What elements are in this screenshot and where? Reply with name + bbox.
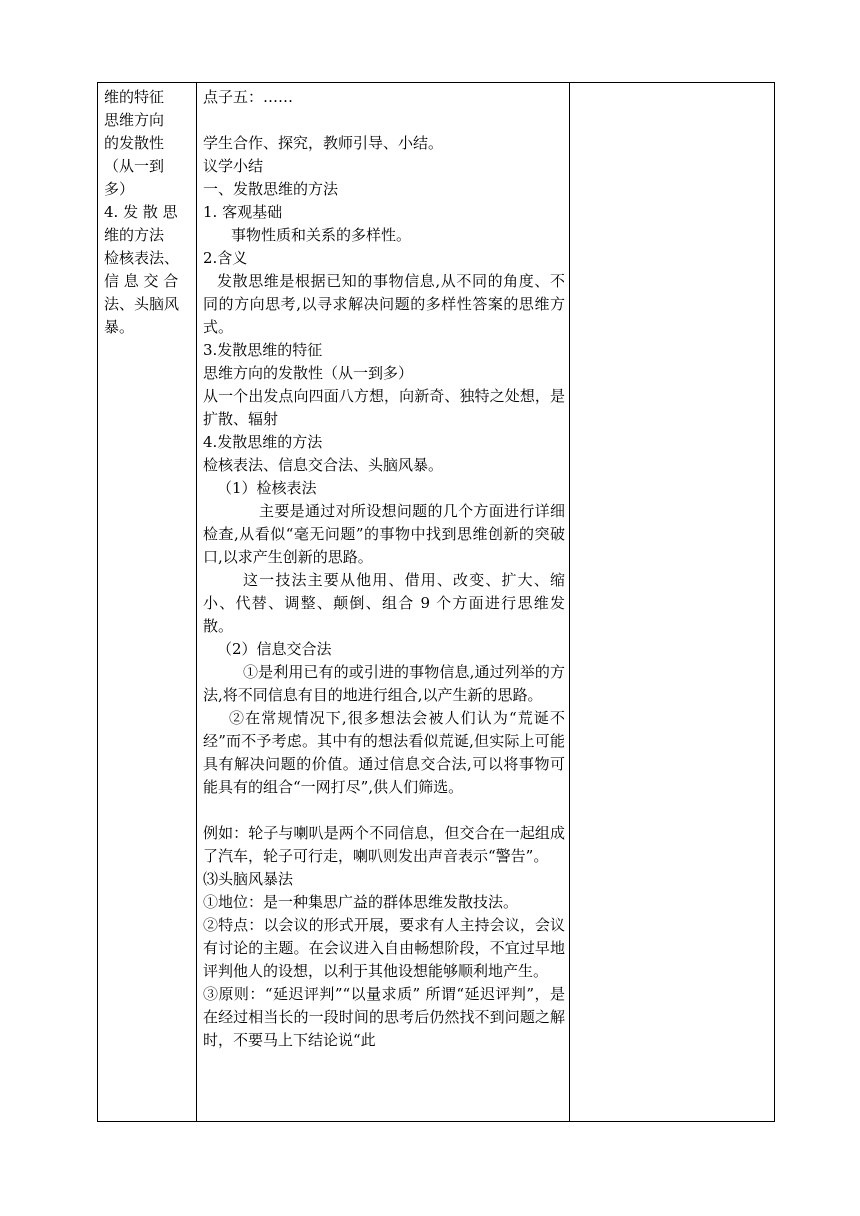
subheading: 1. 客观基础 [203, 203, 283, 221]
section-heading: 议学小结 [203, 157, 264, 175]
subheading: ⑶头脑风暴法 [203, 870, 294, 888]
subheading: 3.发散思维的特征 [203, 341, 323, 359]
lesson-plan-table [97, 82, 775, 1122]
topic-line: 暴。 [104, 318, 135, 336]
subheading: 4.发散思维的方法 [203, 433, 323, 451]
section-heading: 一、发散思维的方法 [203, 180, 339, 198]
content-column [197, 83, 570, 1122]
topic-line: 的发散性 [104, 134, 165, 152]
activity-note: 学生合作、探究，教师引导、小结。 [203, 134, 444, 152]
topic-line: 检核表法、 [104, 249, 180, 267]
paragraph: ①是利用已有的或引进的事物信息,通过列举的方法,将不同信息有目的地进行组合,以产生新的思路。 [203, 663, 565, 704]
paragraph: ②特点：以会议的形式开展，要求有人主持会议，会议有讨论的主题。在会议进入自由畅想阶段，不宜过早地评判他人的设想，以利于其他设想能够顺利地产生。 [203, 916, 565, 980]
topic-line: 维的方法 [104, 226, 165, 244]
paragraph: 思维方向的发散性（从一到多） [203, 364, 414, 382]
paragraph: 发散思维是根据已知的事物信息,从不同的角度、不同的方向思考,以寻求解决问题的多样性答案的思维方式。 [203, 272, 565, 336]
topic-line: （从一到 [104, 157, 165, 175]
paragraph: 这一技法主要从他用、借用、改变、扩大、缩小、代替、调整、颠倒、组合 9 个方面进行思维发散。 [203, 571, 565, 635]
example-paragraph: 例如：轮子与喇叭是两个不同信息，但交合在一起组成了汽车，轮子可行走，喇叭则发出声音表示“警告”。 [203, 824, 565, 865]
topic-line: 多） [104, 180, 135, 198]
paragraph: 检核表法、信息交合法、头脑风暴。 [203, 456, 444, 474]
paragraph: 事物性质和关系的多样性。 [231, 226, 412, 244]
topic-line: 维的特征 [104, 88, 165, 106]
topic-line: 法、头脑风 [104, 295, 180, 313]
paragraph: ③原则：“延迟评判”“以量求质” 所谓“延迟评判”，是在经过相当长的一段时间的思考后仍然找不到问题之解时，不要马上下结论说“此 [203, 985, 565, 1049]
idea-five: 点子五：…… [203, 88, 294, 106]
paragraph: ②在常规情况下,很多想法会被人们认为“荒诞不经”而不予考虑。其中有的想法看似荒诞,但实际上可能具有解决问题的价值。通过信息交合法,可以将事物可能具有的组合“一网打尽”,供人们筛选。 [203, 709, 565, 796]
subheading: （1）检核表法 [217, 479, 317, 497]
topic-column [98, 83, 197, 1122]
subheading: 2.含义 [203, 249, 248, 267]
lesson-content [203, 86, 565, 1052]
paragraph: 从一个出发点向四面八方想，向新奇、独特之处想，是扩散、辐射 [203, 387, 565, 428]
notes-column [570, 83, 775, 1122]
paragraph: ①地位：是一种集思广益的群体思维发散技法。 [203, 893, 519, 911]
topic-line: 思维方向 [104, 111, 165, 129]
topic-outline [104, 86, 192, 339]
paragraph: 主要是通过对所设想问题的几个方面进行详细检查,从看似“毫无问题”的事物中找到思维创新的突破口,以求产生创新的思路。 [203, 502, 565, 566]
topic-line: 信 息 交 合 [104, 272, 179, 290]
table-row [98, 83, 775, 1122]
topic-line: 4. 发 散 思 [104, 203, 178, 221]
subheading: （2）信息交合法 [217, 640, 332, 658]
